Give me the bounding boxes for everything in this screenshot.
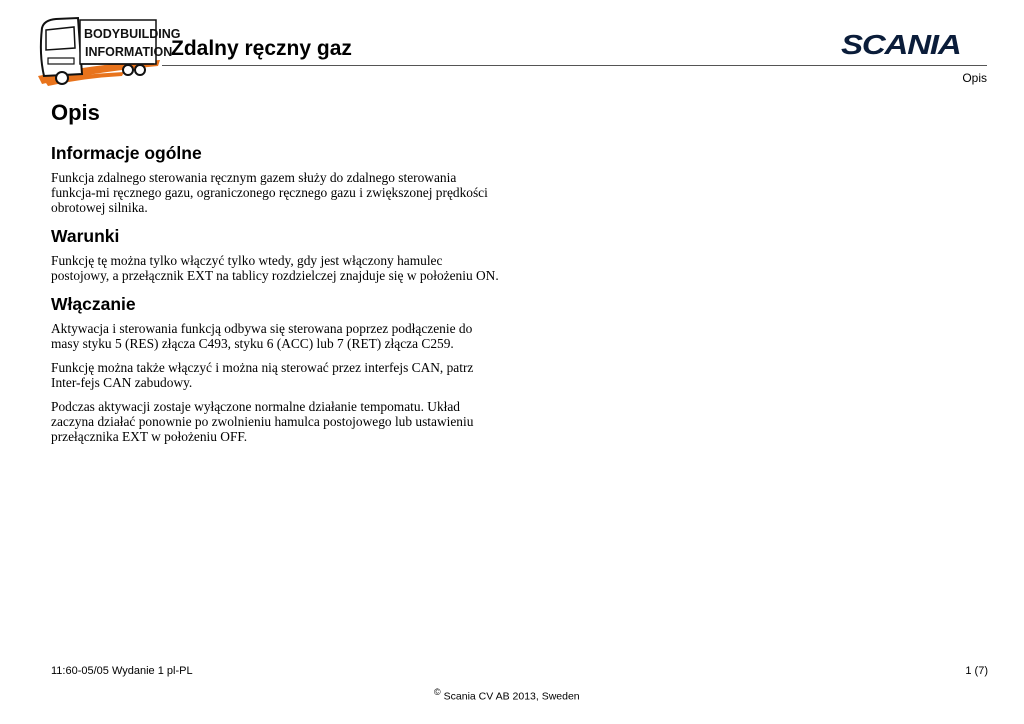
scania-brand-logo: SCANIA bbox=[841, 29, 961, 60]
paragraph: Funkcję tę można tylko włączyć tylko wtedy, gdy jest włączony hamulec postojowy, a przełącznik EXT na tablicy rozdzielczej znajduje się w położeniu ON. bbox=[51, 253, 499, 283]
paragraph: Podczas aktywacji zostaje wyłączone normalne działanie tempomatu. Układ zaczyna działać ponownie po zwolnieniu hamulca postojowego lub ustawieniu przełącznika EXT w położeniu OFF. bbox=[51, 399, 474, 444]
copyright-symbol: © bbox=[434, 687, 441, 697]
section-label: Opis bbox=[962, 71, 987, 85]
page-heading: Opis bbox=[51, 100, 100, 125]
copyright-notice bbox=[434, 687, 580, 703]
copyright-text: Scania CV AB 2013, Sweden bbox=[443, 690, 580, 703]
paragraph: Funkcję można także włączyć i można nią sterować przez interfejs CAN, patrz Inter-fejs CAN zabudowy. bbox=[51, 360, 474, 390]
document-title: Zdalny ręczny gaz bbox=[171, 37, 352, 60]
document-reference: 11:60-05/05 Wydanie 1 pl-PL bbox=[51, 665, 193, 677]
section-heading: Warunki bbox=[51, 226, 120, 246]
page-number: 1 (7) bbox=[965, 665, 988, 677]
section-general-info bbox=[51, 141, 503, 215]
section-conditions bbox=[51, 224, 503, 283]
document-body bbox=[51, 141, 503, 453]
paragraph: Funkcja zdalnego sterowania ręcznym gazem służy do zdalnego sterowania funkcja-mi ręcznego gazu, ograniczonego ręcznego gazu i zwiększonej prędkości obrotowej silnika. bbox=[51, 170, 488, 215]
section-activation bbox=[51, 292, 503, 444]
section-heading: Włączanie bbox=[51, 294, 136, 314]
svg-text:BODYBUILDING: BODYBUILDING bbox=[84, 27, 181, 41]
section-heading: Informacje ogólne bbox=[51, 143, 202, 163]
header-divider bbox=[162, 65, 987, 66]
bodybuilding-information-logo bbox=[34, 14, 181, 90]
paragraph: Aktywacja i sterowania funkcją odbywa się sterowana poprzez podłączenie do masy styku 5 (RES) złącza C493, styku 6 (ACC) lub 7 (RET) złącza C259. bbox=[51, 321, 473, 351]
svg-text:INFORMATION: INFORMATION bbox=[85, 45, 173, 59]
